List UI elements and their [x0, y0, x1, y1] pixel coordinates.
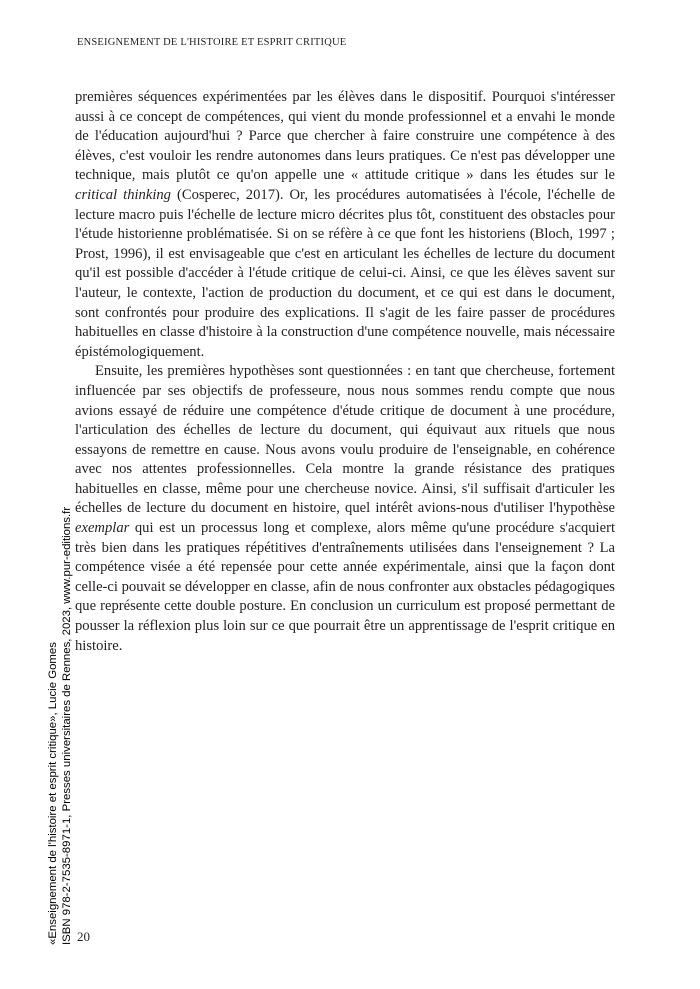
paragraph-1-part-a: premières séquences expérimentées par les élèves dans le dispositif. Pourquoi s'intéresser aussi à ce concept de compétences, qui vient du monde professionnel et a envahi le monde de l'éducation aujourd'hui ? Parce que chercher à faire construire une compétence à des élèves, c'est vouloir les rendre autonomes dans leurs pratiques. Ce n'est pas développer une technique, mais plutôt ce qu'on appelle une « attitude critique » dans les études sur le — [75, 89, 615, 184]
paragraph-2-italic-term: exemplar — [75, 520, 130, 537]
paragraph-1-part-b: (Cosperec, 2017). Or, les procédures automatisées à l'école, l'échelle de lecture macro puis l'échelle de lecture micro décrites plus tôt, constituent des obstacles pour l'étude historienne problématisée. Si on se réfère à ce que font les historiens (Bloch, 1997 ; Prost, 1996), il est envisageable que c'est en articulant les échelles de lecture du document qu'il est possible d'accéder à l'étude critique de celui-ci. Ainsi, ce que les élèves savent sur l'auteur, le contexte, l'action de production du document, et ce qui est dans le document, sont confrontés pour produire des explications. Il s'agit de les faire passer de procédures habituelles en classe d'histoire à la construction d'une compétence nouvelle, mais nécessaire épistémologiquement. — [75, 186, 615, 360]
side-credit-line-1: «Enseignement de l'histoire et esprit critique», Lucie Gomes — [47, 642, 59, 945]
side-credit-line-2: ISBN 978-2-7535-8971-1, Presses universitaires de Rennes, 2023, www.pur-editions.fr — [61, 506, 73, 945]
body-text — [75, 88, 615, 656]
paragraph-1 — [75, 88, 615, 362]
paragraph-1-italic-term: critical thinking — [75, 186, 171, 203]
side-credit — [46, 507, 74, 945]
paragraph-2-part-a: Ensuite, les premières hypothèses sont questionnées : en tant que chercheuse, fortement influencée par ses objectifs de professeure, nous nous sommes rendu compte que nous avions essayé de réduire une compétence d'étude critique de document à une procédure, l'articulation des échelles de lecture du document, qui équivaut aux rituels que nous essayons de remettre en cause. Nous avons voulu produire de l'enseignable, en cohérence avec nos attentes professionnelles. Cela montre la grande résistance des pratiques habituelles en classe, même pour une chercheuse novice. Ainsi, s'il suffisait d'articuler les échelles de lecture du document en histoire, quel intérêt avions-nous d'utiliser l'hypothèse — [75, 363, 615, 517]
paragraph-2 — [75, 362, 615, 656]
running-header: ENSEIGNEMENT DE L'HISTOIRE ET ESPRIT CRITIQUE — [77, 37, 347, 48]
paragraph-2-part-b: qui est un processus long et complexe, alors même qu'une procédure s'acquiert très bien dans les pratiques répétitives d'entraînements utilisées dans l'enseignement ? La compétence visée a été repensée pour cette année expérimentale, ainsi que la façon dont celle-ci pouvait se développer en classe, afin de nous confronter aux obstacles pédagogiques que représente cette double posture. En conclusion un curriculum est proposé permettant de pousser la réflexion plus loin sur ce que pourrait être un apprentissage de l'esprit critique en histoire. — [75, 520, 615, 654]
page-number: 20 — [77, 929, 90, 944]
